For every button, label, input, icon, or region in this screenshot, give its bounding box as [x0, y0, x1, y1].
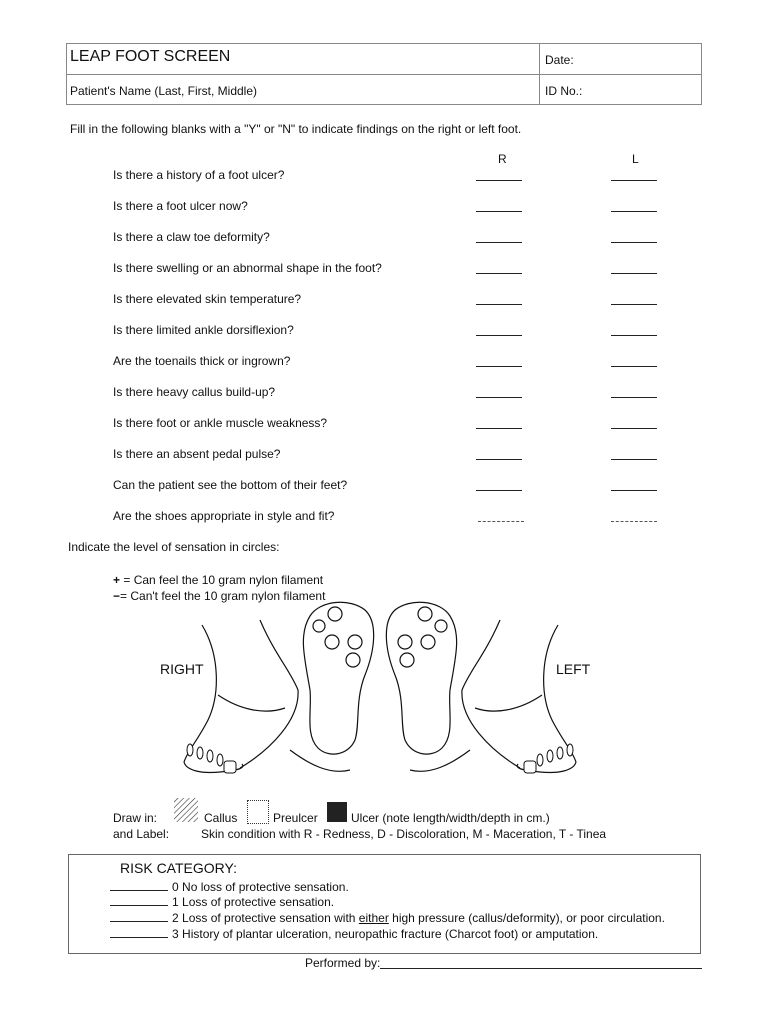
risk-num-0: 0	[172, 880, 179, 894]
risk-text-2-post: high pressure (callus/deformity), or poor circulation.	[388, 911, 665, 925]
risk-text-1: Loss of protective sensation.	[182, 895, 335, 909]
header-divider-horizontal	[67, 74, 701, 75]
question-7: Are the toenails thick or ingrown?	[113, 354, 291, 368]
blank-left-1[interactable]	[611, 180, 657, 181]
question-6: Is there limited ankle dorsiflexion?	[113, 323, 294, 337]
right-sole-circle-3[interactable]	[325, 635, 339, 649]
patient-name-label: Patient's Name (Last, First, Middle)	[70, 84, 258, 98]
risk-title: RISK CATEGORY:	[120, 860, 237, 876]
blank-left-3[interactable]	[611, 242, 657, 243]
header-box	[66, 43, 702, 105]
instruction-text: Fill in the following blanks with a "Y" or "N" to indicate findings on the right or left foot.	[70, 122, 522, 136]
question-8: Is there heavy callus build-up?	[113, 385, 276, 399]
column-header-left: L	[632, 152, 639, 166]
blank-left-4[interactable]	[611, 273, 657, 274]
blank-left-9[interactable]	[611, 428, 657, 429]
risk-num-3: 3	[172, 927, 179, 941]
risk-num-1: 1	[172, 895, 179, 909]
blank-left-5[interactable]	[611, 304, 657, 305]
blank-left-7[interactable]	[611, 366, 657, 367]
legend-draw-in: Draw in:	[113, 811, 158, 825]
question-3: Is there a claw toe deformity?	[113, 230, 270, 244]
feet-illustration	[150, 600, 610, 790]
right-sole-circle-4[interactable]	[348, 635, 362, 649]
question-1: Is there a history of a foot ulcer?	[113, 168, 285, 182]
blank-right-2[interactable]	[476, 211, 522, 212]
blank-left-6[interactable]	[611, 335, 657, 336]
left-sole-circle-1[interactable]	[418, 607, 432, 621]
question-11: Can the patient see the bottom of their feet?	[113, 478, 348, 492]
left-sole-circle-4[interactable]	[398, 635, 412, 649]
legend-skin-condition: Skin condition with R - Redness, D - Discoloration, M - Maceration, T - Tinea	[201, 827, 607, 841]
risk-text-2-emph: either	[358, 911, 389, 925]
blank-right-11[interactable]	[476, 490, 522, 491]
right-foot-label: RIGHT	[160, 661, 204, 677]
form-title: LEAP FOOT SCREEN	[70, 48, 231, 65]
question-5: Is there elevated skin temperature?	[113, 292, 302, 306]
blank-right-7[interactable]	[476, 366, 522, 367]
left-sole-circle-2[interactable]	[435, 620, 447, 632]
left-side-toes	[524, 744, 573, 773]
callus-hatch-icon	[173, 797, 199, 823]
left-sole-circle-5[interactable]	[400, 653, 414, 667]
ulcer-solid-icon	[327, 802, 347, 822]
left-sole-circles	[398, 607, 447, 667]
right-sole	[290, 602, 374, 771]
risk-blank-1[interactable]	[110, 895, 168, 906]
blank-right-1[interactable]	[476, 180, 522, 181]
right-sole-circle-1[interactable]	[328, 607, 342, 621]
legend-callus: Callus	[204, 811, 238, 825]
question-10: Is there an absent pedal pulse?	[113, 447, 281, 461]
right-sole-circle-5[interactable]	[346, 653, 360, 667]
question-4: Is there swelling or an abnormal shape in the foot?	[113, 261, 382, 275]
minus-text: = Can't feel the 10 gram nylon filament	[120, 589, 326, 603]
sensation-plus-key	[113, 573, 323, 587]
left-foot-label: LEFT	[556, 661, 591, 677]
left-sole	[386, 602, 470, 771]
legend-preulcer: Preulcer	[273, 811, 318, 825]
sensation-instruction: Indicate the level of sensation in circles:	[68, 540, 280, 554]
risk-blank-0[interactable]	[110, 880, 168, 891]
preulcer-dotted-icon	[247, 800, 269, 824]
column-header-right: R	[498, 152, 507, 166]
risk-item-2	[110, 911, 665, 925]
right-sole-circles	[313, 607, 362, 667]
risk-item-3	[110, 927, 598, 941]
blank-left-10[interactable]	[611, 459, 657, 460]
question-12: Are the shoes appropriate in style and fit?	[113, 509, 335, 523]
risk-text-2-pre: Loss of protective sensation with	[182, 911, 359, 925]
legend-ulcer: Ulcer (note length/width/depth in cm.)	[351, 811, 550, 825]
blank-right-9[interactable]	[476, 428, 522, 429]
id-number-label: ID No.:	[545, 84, 583, 98]
blank-left-11[interactable]	[611, 490, 657, 491]
minus-symbol: −	[113, 589, 121, 603]
legend-and-label: and Label:	[113, 827, 170, 841]
blank-left-2[interactable]	[611, 211, 657, 212]
question-9: Is there foot or ankle muscle weakness?	[113, 416, 328, 430]
risk-item-0	[110, 880, 349, 894]
performed-by-line[interactable]	[380, 968, 702, 969]
risk-num-2: 2	[172, 911, 179, 925]
risk-item-1	[110, 895, 334, 909]
blank-left-8[interactable]	[611, 397, 657, 398]
question-2: Is there a foot ulcer now?	[113, 199, 248, 213]
risk-blank-2[interactable]	[110, 911, 168, 922]
blank-right-8[interactable]	[476, 397, 522, 398]
risk-blank-3[interactable]	[110, 927, 168, 938]
blank-right-6[interactable]	[476, 335, 522, 336]
risk-text-0: No loss of protective sensation.	[182, 880, 349, 894]
blank-right-3[interactable]	[476, 242, 522, 243]
plus-text: = Can feel the 10 gram nylon filament	[120, 573, 324, 587]
blank-left-12[interactable]	[611, 521, 657, 522]
blank-right-4[interactable]	[476, 273, 522, 274]
risk-text-3: History of plantar ulceration, neuropathic fracture (Charcot foot) or amputation.	[182, 927, 599, 941]
blank-right-10[interactable]	[476, 459, 522, 460]
right-sole-circle-2[interactable]	[313, 620, 325, 632]
right-side-toes	[187, 744, 236, 773]
date-label: Date:	[545, 53, 574, 67]
performed-by-label: Performed by:	[305, 956, 381, 970]
left-sole-circle-3[interactable]	[421, 635, 435, 649]
plus-symbol: +	[113, 573, 121, 587]
blank-right-5[interactable]	[476, 304, 522, 305]
blank-right-12[interactable]	[478, 521, 524, 522]
